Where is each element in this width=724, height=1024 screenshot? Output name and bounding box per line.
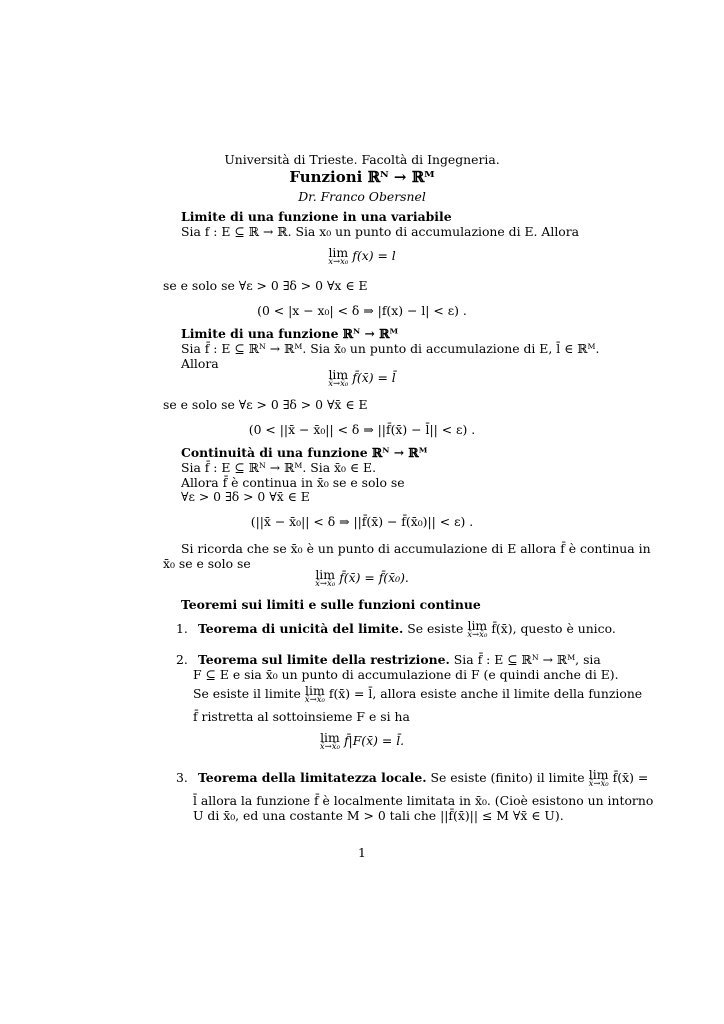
page-title: Funzioni ℝᴺ → ℝᴹ <box>289 168 435 186</box>
limit-operator: lim x̄→x̄₀ <box>467 618 488 640</box>
theorem-3: 3. Teorema della limitatezza locale. Se esiste (finito) il limite lim x̄→x̄₀ f̄(x̄) = <box>176 767 649 789</box>
s2-limit-equation: lim x̄→x̄₀ f̄(x̄) = l̄ <box>328 367 396 389</box>
s1-epsilon-delta-equation: (0 < |x − x₀| < δ ⇒ |f(x) − l| < ε) . <box>257 303 467 318</box>
s2-line3: se e solo se ∀ε > 0 ∃δ > 0 ∀x̄ ∈ E <box>163 397 368 412</box>
s3-line2: Allora f̄ è continua in x̄₀ se e solo se <box>181 475 405 490</box>
author-line: Dr. Franco Obersnel <box>298 189 426 204</box>
section-heading-theorems: Teoremi sui limiti e sulle funzioni continue <box>181 597 481 612</box>
theorem-2-restriction-equation: lim x̄→x̄₀ f̄|F(x̄) = l̄. <box>319 730 405 752</box>
s1-line1: Sia f : E ⊆ ℝ → ℝ. Sia x₀ un punto di accumulazione di E. Allora <box>181 224 580 239</box>
list-number: 3. <box>176 770 188 785</box>
s3-continuity-equation: (||x̄ − x̄₀|| < δ ⇒ ||f̄(x̄) − f̄(x̄₀)|| < ε) . <box>250 514 474 529</box>
limit-operator: lim x̄→x̄₀ <box>315 567 336 589</box>
limit-operator: lim x̄→x̄₀ <box>588 767 609 789</box>
s3-line3: ∀ε > 0 ∃δ > 0 ∀x̄ ∈ E <box>181 489 310 504</box>
s2-line2: Allora <box>181 356 219 371</box>
page-number: 1 <box>358 845 366 860</box>
s3-continuity-limit-equation: lim x̄→x̄₀ f̄(x̄) = f̄(x̄₀). <box>315 567 409 589</box>
s3-remark-line1: Si ricorda che se x̄₀ è un punto di accumulazione di E allora f̄ è continua in <box>181 541 651 556</box>
theorem-1: 1. Teorema di unicità del limite. Se esiste lim x̄→x̄₀ f̄(x̄), questo è unico. <box>176 618 616 640</box>
theorem-2-line3: Se esiste il limite lim x̄→x̄₀ f(x̄) = l̄, allora esiste anche il limite della funzione <box>193 683 643 705</box>
section-heading-limit-rn-rm: Limite di una funzione ℝᴺ → ℝᴹ <box>181 326 399 341</box>
s2-line1: Sia f̄ : E ⊆ ℝᴺ → ℝᴹ. Sia x̄₀ un punto di accumulazione di E, l̄ ∈ ℝᴹ. <box>181 341 600 356</box>
theorem-3-line3: U di x̄₀, ed una costante M > 0 tali che ||f̄(x̄)|| ≤ M ∀x̄ ∈ U). <box>193 808 564 823</box>
s1-limit-equation: lim x→x₀ f(x) = l <box>328 245 396 267</box>
section-heading-continuity: Continuità di una funzione ℝᴺ → ℝᴹ <box>181 445 428 460</box>
s3-line1: Sia f̄ : E ⊆ ℝᴺ → ℝᴹ. Sia x̄₀ ∈ E. <box>181 460 377 475</box>
s2-epsilon-delta-equation: (0 < ||x̄ − x̄₀|| < δ ⇒ ||f̄(x̄) − l̄|| < ε) . <box>248 422 476 437</box>
limit-operator: lim x̄→x̄₀ <box>304 683 325 705</box>
theorem-name: Teorema di unicità del limite. <box>198 621 404 636</box>
limit-operator: lim x→x₀ <box>328 245 349 267</box>
theorem-name: Teorema della limitatezza locale. <box>198 770 427 785</box>
section-heading-limit-one-variable: Limite di una funzione in una variabile <box>181 209 452 224</box>
institution-line: Università di Trieste. Facoltà di Ingegneria. <box>224 152 500 167</box>
limit-operator: lim x̄→x̄₀ <box>319 730 340 752</box>
theorem-2-line4: f̄ ristretta al sottoinsieme F e si ha <box>193 709 410 724</box>
theorem-3-line2: l̄ allora la funzione f̄ è localmente limitata in x̄₀. (Cioè esistono un intorno <box>193 793 654 808</box>
limit-operator: lim x̄→x̄₀ <box>328 367 349 389</box>
s3-remark-line2: x̄₀ se e solo se <box>163 556 251 571</box>
theorem-name: Teorema sul limite della restrizione. <box>198 652 450 667</box>
theorem-2: 2. Teorema sul limite della restrizione. Sia f̄ : E ⊆ ℝᴺ → ℝᴹ, sia <box>176 652 601 667</box>
list-number: 2. <box>176 652 188 667</box>
s1-line2: se e solo se ∀ε > 0 ∃δ > 0 ∀x ∈ E <box>163 278 368 293</box>
list-number: 1. <box>176 621 188 636</box>
theorem-2-line2: F ⊆ E e sia x̄₀ un punto di accumulazione di F (e quindi anche di E). <box>193 667 619 682</box>
